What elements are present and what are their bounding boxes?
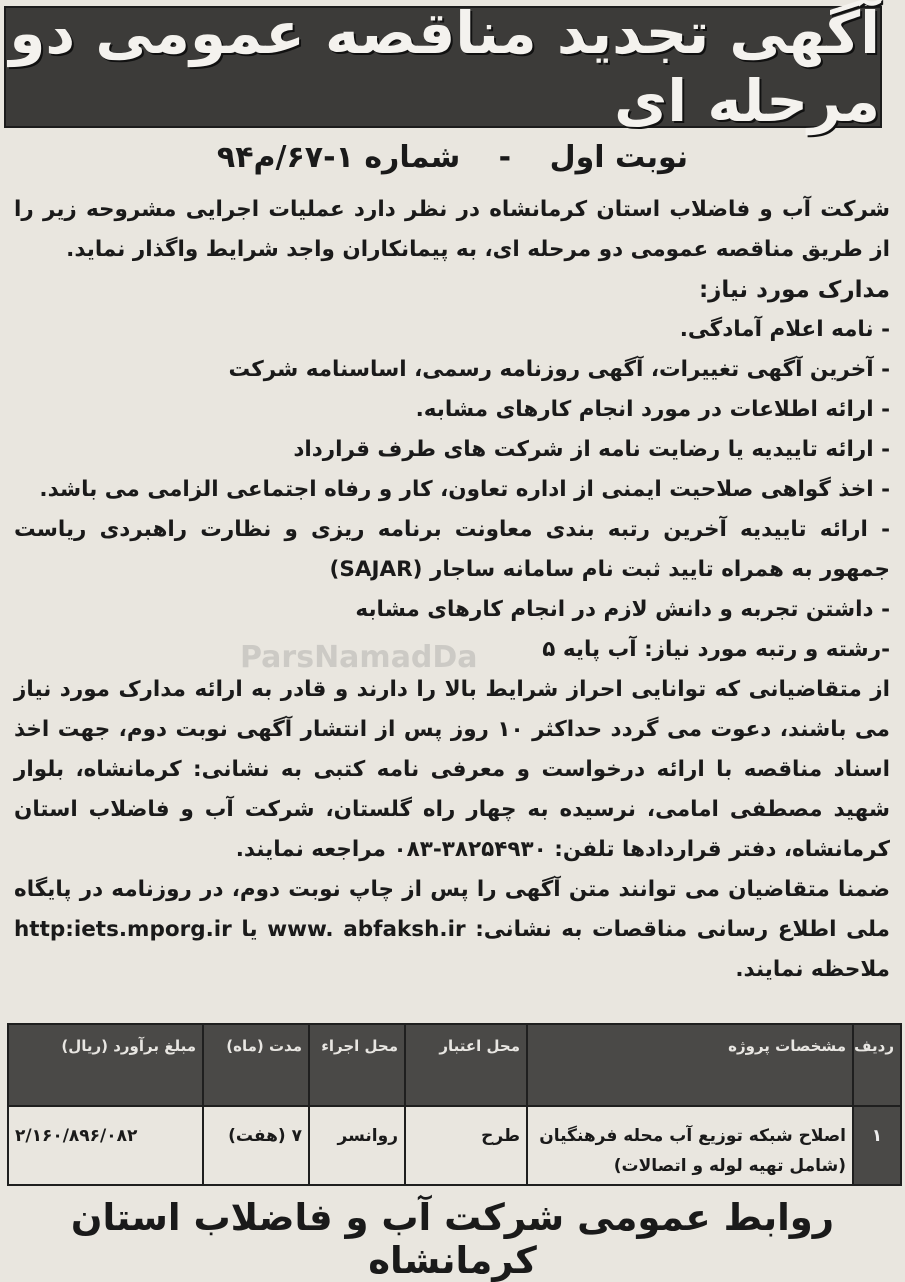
issue-separator: - [498,140,512,175]
doc-item: - آخرین آگهی تغییرات، آگهی روزنامه رسمی، اساسنامه شرکت [228,357,890,382]
site-link-abfaksh[interactable]: www. abfaksh.ir [267,917,466,942]
doc-item: - ارائه تاییدیه یا رضایت نامه از شرکت های طرف قرارداد [293,437,890,462]
doc-item: - ارائه اطلاعات در مورد انجام کارهای مشابه. [415,397,890,422]
notice-banner [4,0,882,135]
table-row [8,1106,901,1185]
doc-item: - داشتن تجربه و دانش لازم در انجام کارهای مشابه [355,597,890,622]
col-header-project: مشخصات پروژه [527,1024,853,1106]
note-start: ضمنا متقاضیان می توانند متن آگهی را پس از چاپ نوبت دوم، در روزنامه در پایگاه ملی اطلاع رسانی مناقصات به نشانی: [14,877,890,942]
issue-label: نوبت اول [549,140,689,175]
footer-signature: روابط عمومی شرکت آب و فاضلاب استان کرمانشاه [70,1196,835,1282]
doc-item: - نامه اعلام آمادگی. [679,317,890,342]
notice-title: آگهی تجدید مناقصه عمومی دو مرحله ای [9,0,880,135]
note-end: ملاحظه نمایند. [735,957,890,982]
site-link-iets[interactable]: http:iets.mporg.ir [14,917,232,942]
invitation-paragraph: از متقاضیانی که توانایی احراز شرایط بالا را دارند و قادر به ارائه مدارک مورد نیاز می باشند، دعوت می گردد حداکثر ۱۰ روز پس از انتشار آگهی نوبت دوم، جهت اخذ اسناد مناقصه با ارائه درخواست و معرفی نامه کتبی به نشانی: کرمانشاه، بلوار شهید مصطفی امامی، نرسیده به چهار راه گلستان، شرکت آب و فاضلاب استان کرمانشاه، دفتر قراردادها تلفن: ۳۸۲۵۴۹۳۰-۰۸۳ مراجعه نمایند. [14,677,890,862]
issue-line [0,140,905,175]
col-header-estimate: مبلغ برآورد (ریال) [8,1024,203,1106]
col-header-funding: محل اعتبار [405,1024,527,1106]
col-header-row: ردیف [853,1024,901,1106]
doc-item: - ارائه تاییدیه آخرین رتبه بندی معاونت برنامه ریزی و نظارت راهبردی ریاست جمهور به همراه تایید ثبت نام سامانه ساجار (SAJAR) [14,517,890,582]
cell-location: روانسر [309,1106,405,1185]
cell-row-number: ۱ [853,1106,901,1185]
cell-duration: ۷ (هفت) [203,1106,309,1185]
docs-heading: مدارک مورد نیاز: [698,277,890,303]
notice-number: شماره ۱-۶۷/م۹۴ [216,140,461,175]
note-paragraph [14,870,890,990]
site-or: یا [241,917,258,942]
cell-estimate: ۲/۱۶۰/۸۹۶/۰۸۲ [8,1106,203,1185]
table-header-row [8,1024,901,1106]
cell-project: اصلاح شبکه توزیع آب محله فرهنگیان (شامل تهیه لوله و اتصالات) [527,1106,853,1185]
notice-body [14,190,890,990]
project-table [7,1023,902,1186]
watermark: ParsNamadDa [240,640,478,675]
grade-requirement: -رشته و رتبه مورد نیاز: آب پایه ۵ [542,637,890,662]
intro-paragraph: شرکت آب و فاضلاب استان کرمانشاه در نظر دارد عملیات اجرایی مشروحه زیر را از طریق مناقصه عمومی دو مرحله ای، به پیمانکاران واجد شرایط واگذار نماید. [14,197,890,262]
doc-item: - اخذ گواهی صلاحیت ایمنی از اداره تعاون، کار و رفاه اجتماعی الزامی می باشد. [39,477,890,502]
cell-funding: طرح [405,1106,527,1185]
col-header-location: محل اجراء [309,1024,405,1106]
col-header-duration: مدت (ماه) [203,1024,309,1106]
